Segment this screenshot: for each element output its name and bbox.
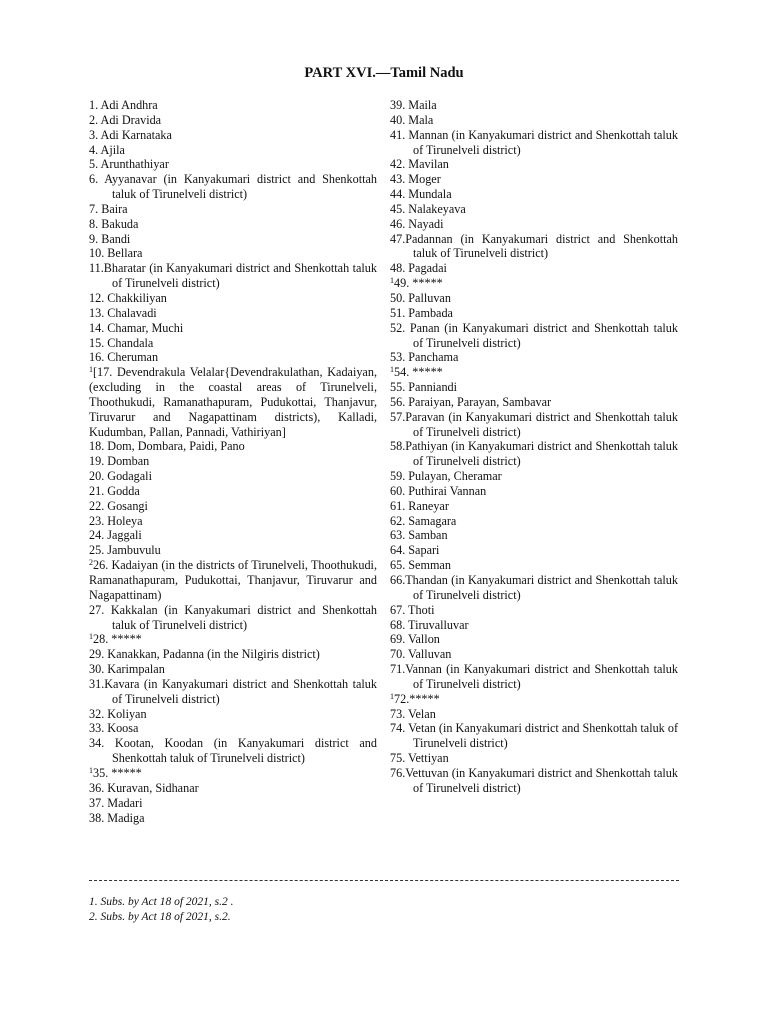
list-entry <box>390 751 678 766</box>
entry-text: 63. Samban <box>390 528 448 543</box>
list-entry <box>390 707 678 722</box>
entry-text: 19. Domban <box>89 454 150 469</box>
list-entry <box>89 647 377 662</box>
list-entry <box>89 454 377 469</box>
footnote-marker: 1 <box>89 765 93 775</box>
entry-text: 3. Adi Karnataka <box>89 127 172 142</box>
list-entry <box>89 721 377 736</box>
footnotes <box>89 895 679 925</box>
entry-text: 41. Mannan (in Kanyakumari district and Shenkottah taluk of Tirunelveli district) <box>390 127 678 157</box>
entry-text: 70. Valluvan <box>390 647 452 662</box>
list-entry <box>390 469 678 484</box>
list-entry <box>390 365 678 380</box>
list-entry <box>89 736 377 766</box>
entry-text: 27. Kakkalan (in Kanyakumari district and Shenkottah taluk of Tirunelveli district) <box>89 602 377 632</box>
list-entry <box>390 410 678 440</box>
footnote-marker: 1 <box>390 691 394 701</box>
list-entry <box>390 113 678 128</box>
list-entry <box>390 350 678 365</box>
list-entry <box>390 157 678 172</box>
entry-text: 65. Semman <box>390 558 451 573</box>
entry-text: 53. Panchama <box>390 350 459 365</box>
entry-text: 28. ***** <box>93 632 142 647</box>
entry-text: 26. Kadaiyan (in the districts of Tirunelveli, Thoothukudi, Ramanathapuram, Pudukottai, Thanjavur, Tiruvarur and Nagapattinam) <box>89 558 377 602</box>
entry-text: 16. Cheruman <box>89 350 159 365</box>
list-entry <box>89 603 377 633</box>
entry-text: 11.Bharatar (in Kanyakumari district and Shenkottah taluk of Tirunelveli district) <box>89 261 377 291</box>
list-entry <box>390 647 678 662</box>
list-entry <box>89 811 377 826</box>
list-entry <box>89 484 377 499</box>
entry-text: 6. Ayyanavar (in Kanyakumari district and Shenkottah taluk of Tirunelveli district) <box>89 172 377 202</box>
list-entry <box>390 573 678 603</box>
footnote-marker: 1 <box>89 632 93 642</box>
entry-text: 60. Puthirai Vannan <box>390 483 487 498</box>
list-entry <box>390 528 678 543</box>
entry-text: 21. Godda <box>89 483 140 498</box>
page-title: PART XVI.—Tamil Nadu <box>304 65 464 81</box>
list-entry <box>89 128 377 143</box>
entry-text: 35. ***** <box>93 765 142 780</box>
entry-text: 42. Mavilan <box>390 157 449 172</box>
list-entry <box>390 261 678 276</box>
footnote-marker: 2 <box>89 558 93 568</box>
entry-text: 30. Karimpalan <box>89 662 165 677</box>
entry-text: 5. Arunthathiyar <box>89 157 169 172</box>
entry-text: 43. Moger <box>390 172 441 187</box>
entry-text: 4. Ajila <box>89 142 125 157</box>
entry-text: 55. Panniandi <box>390 380 458 395</box>
footnote-marker: 1 <box>89 365 93 375</box>
entry-text: 59. Pulayan, Cheramar <box>390 469 502 484</box>
list-entry <box>89 143 377 158</box>
list-entry <box>89 632 377 647</box>
list-entry <box>89 677 377 707</box>
entry-text: 20. Godagali <box>89 469 152 484</box>
list-entry <box>390 632 678 647</box>
entry-text: 13. Chalavadi <box>89 305 157 320</box>
footnote-marker: 1 <box>390 276 394 286</box>
entry-text: 45. Nalakeyava <box>390 201 466 216</box>
list-entry <box>89 558 377 603</box>
list-entry <box>89 157 377 172</box>
list-entry <box>390 484 678 499</box>
entry-text: 15. Chandala <box>89 335 154 350</box>
entry-text: 72.***** <box>394 691 440 706</box>
list-entry <box>89 291 377 306</box>
list-entry <box>89 202 377 217</box>
list-entry <box>89 439 377 454</box>
entry-text: 66.Thandan (in Kanyakumari district and Shenkottah taluk of Tirunelveli district) <box>390 573 678 602</box>
entry-text: 58.Pathiyan (in Kanyakumari district and Shenkottah taluk of Tirunelveli district) <box>390 439 678 469</box>
list-entry <box>390 172 678 187</box>
entry-text: 44. Mundala <box>390 187 452 202</box>
entry-text: 23. Holeya <box>89 513 143 528</box>
list-entry <box>390 558 678 573</box>
entry-text: 46. Nayadi <box>390 216 444 231</box>
entry-text: 7. Baira <box>89 201 128 216</box>
footnote-marker: 1 <box>390 365 394 375</box>
entry-text: 10. Bellara <box>89 246 143 261</box>
list-entry <box>89 543 377 558</box>
entry-text: 74. Vetan (in Kanyakumari district and Shenkottah taluk of Tirunelveli district) <box>390 721 678 751</box>
entry-text: 50. Palluvan <box>390 290 451 305</box>
entry-text: 39. Maila <box>390 98 437 112</box>
entry-text: 31.Kavara (in Kanyakumari district and Shenkottah taluk of Tirunelveli district) <box>89 676 377 706</box>
entry-text: 61. Raneyar <box>390 498 449 513</box>
footnote-1: 1. Subs. by Act 18 of 2021, s.2 . <box>89 896 234 908</box>
entry-text: 62. Samagara <box>390 513 457 528</box>
entry-text: [17. Devendrakula Velalar{Devendrakulathan, Kadaiyan,(excluding in the coastal areas of Tirunelveli, Thoothukudi, Ramanathapuram, Pudukottai, Thanjavur, Tiruvarur and Nagapattinam districts), Kalladi, Kudumban, Pallan, Pannadi, Vathiriyan] <box>89 365 377 439</box>
left-column <box>89 98 377 825</box>
entry-text: 22. Gosangi <box>89 498 148 513</box>
footnote-2: 2. Subs. by Act 18 of 2021, s.2. <box>89 911 231 923</box>
entry-text: 38. Madiga <box>89 810 145 825</box>
entry-text: 76.Vettuvan (in Kanyakumari district and Shenkottah taluk of Tirunelveli district) <box>390 765 678 795</box>
entry-text: 25. Jambuvulu <box>89 543 161 558</box>
entry-text: 2. Adi Dravida <box>89 112 162 127</box>
list-entry <box>89 113 377 128</box>
list-entry <box>390 187 678 202</box>
list-entry <box>89 98 377 113</box>
entry-text: 73. Velan <box>390 706 436 721</box>
list-entry <box>390 291 678 306</box>
list-entry <box>390 217 678 232</box>
entry-text: 24. Jaggali <box>89 528 142 543</box>
list-entry <box>390 321 678 351</box>
entry-text: 34. Kootan, Koodan (in Kanyakumari district and Shenkottah taluk of Tirunelveli district) <box>89 736 377 766</box>
list-entry <box>390 618 678 633</box>
entry-text: 9. Bandi <box>89 231 131 246</box>
list-entry <box>390 603 678 618</box>
list-entry <box>390 662 678 692</box>
entry-text: 69. Vallon <box>390 632 440 647</box>
entry-text: 48. Pagadai <box>390 261 447 276</box>
list-entry <box>390 543 678 558</box>
list-entry <box>89 781 377 796</box>
entry-text: 8. Bakuda <box>89 216 139 231</box>
entry-text: 32. Koliyan <box>89 706 147 721</box>
list-entry <box>89 336 377 351</box>
list-entry <box>89 365 377 439</box>
list-entry <box>89 232 377 247</box>
list-entry <box>89 499 377 514</box>
list-entry <box>390 276 678 291</box>
list-entry <box>390 499 678 514</box>
list-entry <box>89 261 377 291</box>
list-entry <box>89 246 377 261</box>
list-entry <box>390 202 678 217</box>
entry-text: 29. Kanakkan, Padanna (in the Nilgiris district) <box>89 647 320 662</box>
entry-text: 75. Vettiyan <box>390 751 449 766</box>
entry-text: 12. Chakkiliyan <box>89 290 167 305</box>
list-entry <box>89 350 377 365</box>
list-entry <box>89 514 377 529</box>
entry-text: 47.Padannan (in Kanyakumari district and Shenkottah taluk of Tirunelveli district) <box>390 231 678 261</box>
entry-text: 64. Sapari <box>390 543 440 558</box>
list-entry <box>89 306 377 321</box>
entry-text: 57.Paravan (in Kanyakumari district and Shenkottah taluk of Tirunelveli district) <box>390 409 678 439</box>
entry-text: 37. Madari <box>89 795 143 810</box>
entry-text: 1. Adi Andhra <box>89 98 158 112</box>
entry-text: 18. Dom, Dombara, Paidi, Pano <box>89 439 245 454</box>
list-entry <box>390 514 678 529</box>
list-entry <box>390 128 678 158</box>
entry-text: 40. Mala <box>390 112 434 127</box>
entry-text: 14. Chamar, Muchi <box>89 320 184 335</box>
entry-text: 51. Pambada <box>390 305 453 320</box>
list-entry <box>89 707 377 722</box>
list-entry <box>390 766 678 796</box>
list-entry <box>89 217 377 232</box>
list-entry <box>390 439 678 469</box>
list-entry <box>390 692 678 707</box>
list-entry <box>89 172 377 202</box>
footnote-separator <box>89 880 679 881</box>
list-entry <box>390 721 678 751</box>
list-entry <box>390 306 678 321</box>
entry-text: 36. Kuravan, Sidhanar <box>89 780 199 795</box>
list-entry <box>89 321 377 336</box>
entry-text: 67. Thoti <box>390 602 435 617</box>
right-column <box>390 98 678 796</box>
list-entry <box>390 98 678 113</box>
entry-text: 33. Koosa <box>89 721 139 736</box>
entry-text: 71.Vannan (in Kanyakumari district and Shenkottah taluk of Tirunelveli district) <box>390 662 678 691</box>
list-entry <box>89 469 377 484</box>
list-entry <box>89 662 377 677</box>
list-entry <box>390 232 678 262</box>
entry-text: 49. ***** <box>394 276 443 291</box>
entry-text: 54. ***** <box>394 365 443 380</box>
list-entry <box>89 796 377 811</box>
list-entry <box>390 395 678 410</box>
list-entry <box>390 380 678 395</box>
entry-text: 52. Panan (in Kanyakumari district and Shenkottah taluk of Tirunelveli district) <box>390 320 678 350</box>
entry-text: 56. Paraiyan, Parayan, Sambavar <box>390 394 552 409</box>
entry-text: 68. Tiruvalluvar <box>390 617 469 632</box>
list-entry <box>89 766 377 781</box>
list-entry <box>89 528 377 543</box>
